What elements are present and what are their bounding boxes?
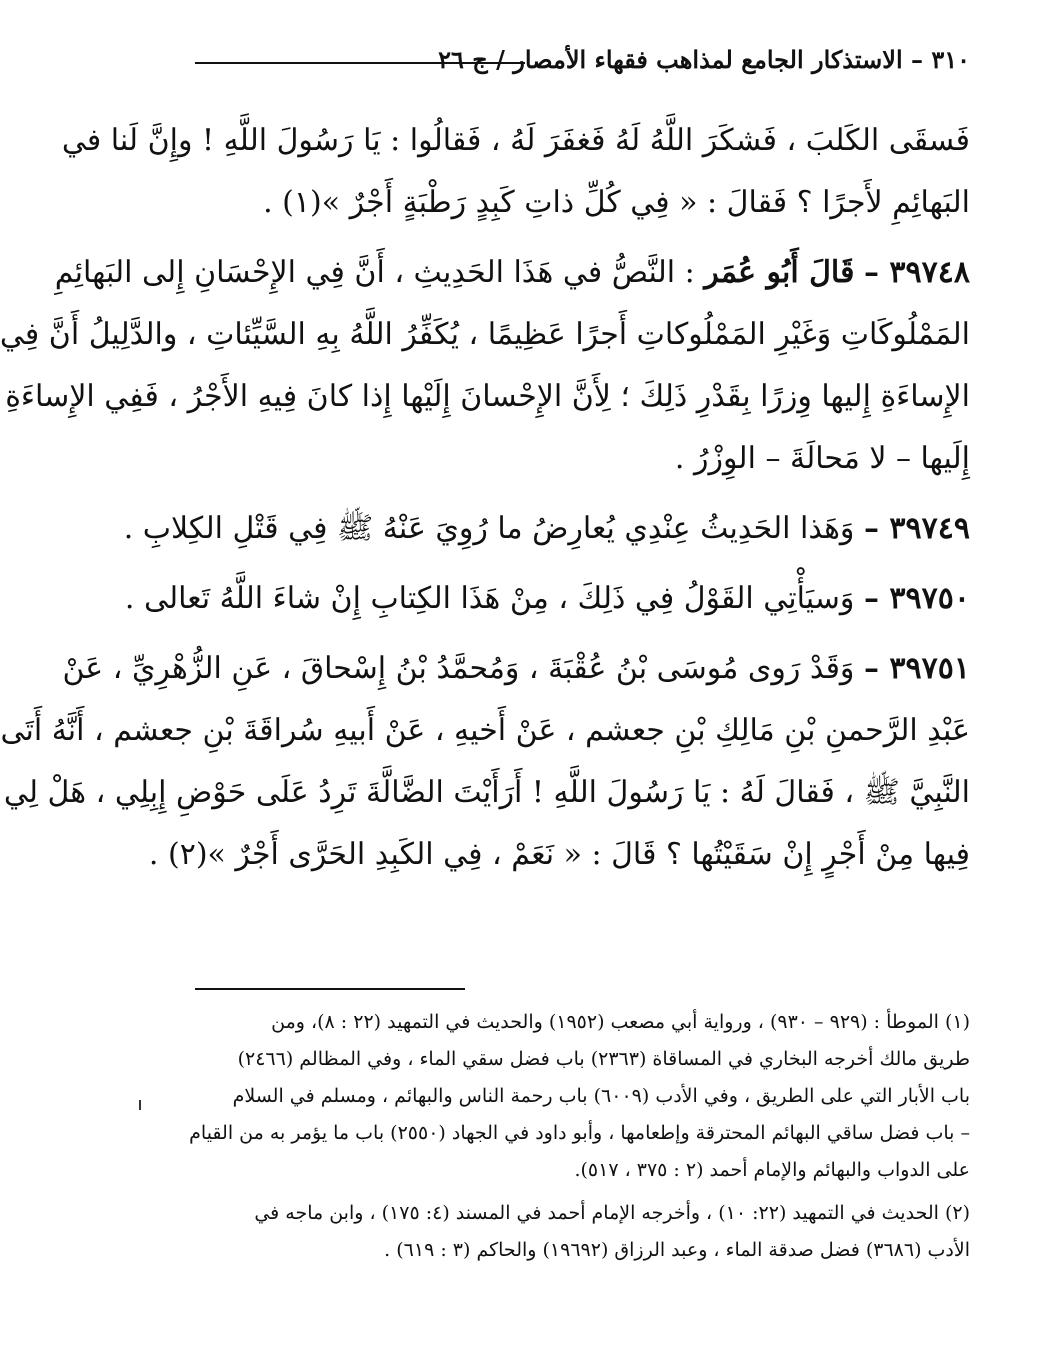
footnote-line: باب الأبار التي على الطريق ، وفي الأدب (٦٠٠٩) باب رحمة الناس والبهائم ، ومسلم في السلام bbox=[232, 1085, 970, 1107]
paragraph-39750-line bbox=[124, 568, 970, 630]
paragraph-text: وَسيَأْتِي القَوْلُ فِي ذَلِكَ ، مِنْ هَذَا الكِتابِ إِنْ شاءَ اللَّهُ تَعالى . bbox=[124, 581, 855, 616]
paragraph-39749-line bbox=[123, 498, 970, 560]
main-text bbox=[0, 110, 970, 886]
footnote-line: – باب فضل ساقي البهائم المحترقة وإطعامها ، وأبو داود في الجهاد (٢٥٥٠) باب ما يؤمر به من القيام bbox=[189, 1122, 970, 1144]
footnotes bbox=[179, 1004, 970, 1269]
footnote-line: الأدب (٣٦٨٦) فضل صدقة الماء ، وعبد الرزاق (١٩٦٩٢) والحاكم (٣ : ٦١٩) . bbox=[384, 1239, 970, 1261]
text-line: البَهائِمِ لأَجرًا ؟ فَقالَ : « فِي كُلِّ ذاتِ كَبِدٍ رَطْبَةٍ أَجْرٌ »(١) . bbox=[263, 185, 970, 220]
paragraph-39751-line bbox=[62, 638, 970, 700]
footnote-line: (٢) الحديث في التمهيد (٢٢: ١٠) ، وأخرجه الإمام أحمد في المسند (٤: ١٧٥) ، وابن ماجه في bbox=[254, 1202, 970, 1224]
paragraph-number: ٣٩٧٤٨ – bbox=[863, 255, 970, 290]
paragraph-number: ٣٩٧٥١ – bbox=[863, 651, 970, 686]
text-line: الإِساءَةِ إِليها وِزرًا بِقَدْرِ ذَلِكَ ؛ لِأَنَّ الإِحْسانَ إِلَيْها إِذا كانَ فِيهِ الأَجْرُ ، فَفِي الإِساءَةِ bbox=[5, 379, 970, 414]
footnote-line: (١) الموطأ : (٩٢٩ – ٩٣٠) ، ورواية أبي مصعب (١٩٥٢) والحديث في التمهيد (٢٢ : ٨)، ومن bbox=[271, 1011, 970, 1033]
paragraph-39748-line bbox=[54, 242, 970, 304]
paragraph-text: وَهَذا الحَدِيثُ عِنْدِي يُعارِضُ ما رُوِيَ عَنْهُ ﷺ فِي قَتْلِ الكِلابِ . bbox=[123, 511, 855, 546]
paragraph-number: ٣٩٧٤٩ – bbox=[863, 511, 970, 546]
running-header bbox=[195, 40, 970, 80]
text-line: فِيها مِنْ أَجْرٍ إِنْ سَقَيْتُها ؟ قَالَ : « نَعَمْ ، فِي الكَبِدِ الحَرَّى أَجْرٌ »(٢) . bbox=[148, 837, 970, 872]
text-line: المَمْلُوكَاتِ وَغَيْرِ المَمْلُوكاتِ أَجرًا عَظِيمًا ، يُكَفِّرُ اللَّهُ بِهِ السَّيِّئاتِ ، والدَّلِيلُ أَنَّ فِي bbox=[0, 317, 970, 352]
text-line: النَّبِيَّ ﷺ ، فَقالَ لَهُ : يَا رَسُولَ اللَّهِ ! أَرَأَيْتَ الضَّالَّةَ تَرِدُ عَلَى حَوْضِ إِبِلِي ، هَلْ لِي bbox=[3, 775, 970, 810]
text-line: إِلَيها – لا مَحالَةَ – الوِزْرُ . bbox=[674, 441, 970, 476]
paragraph-text: وَقَدْ رَوى مُوسَى بْنُ عُقْبَةَ ، وَمُحمَّدُ بْنُ إِسْحاقَ ، عَنِ الزُّهْرِيِّ ، عَنْ bbox=[62, 651, 855, 686]
paragraph-number: ٣٩٧٥٠ – bbox=[863, 581, 970, 616]
text-line: فَسقَى الكَلبَ ، فَشكَرَ اللَّهُ لَهُ فَغفَرَ لَهُ ، فَقالُوا : يَا رَسُولَ اللَّهِ ! وإِنَّ لَنا في bbox=[61, 123, 970, 158]
footnote-line: طريق مالك أخرجه البخاري في المساقاة (٢٣٦٣) باب فضل سقي الماء ، وفي المظالم (٢٤٦٦) bbox=[237, 1048, 970, 1070]
header-title: ٣١٠ – الاستذكار الجامع لمذاهب فقهاء الأمصار / ج ٢٦ bbox=[438, 45, 970, 74]
footnote-line: على الدواب والبهائم والإمام أحمد (٢ : ٣٧٥ ، ٥١٧). bbox=[574, 1159, 970, 1181]
scan-mark bbox=[139, 1100, 141, 1110]
narrator-name: قَالَ أَبُو عُمَر bbox=[704, 255, 855, 290]
footnote-separator bbox=[195, 988, 465, 990]
paragraph-text: : النَّصُّ في هَذَا الحَدِيثِ ، أَنَّ فِي الإِحْسَانِ إِلى البَهائِمِ bbox=[54, 255, 695, 290]
text-line: عَبْدِ الرَّحمنِ بْنِ مَالِكِ بْنِ جعشم ، عَنْ أَخيهِ ، عَنْ أَبيهِ سُراقَةَ بْنِ جعشم ، أَنَّهُ أَتَى bbox=[0, 713, 970, 748]
